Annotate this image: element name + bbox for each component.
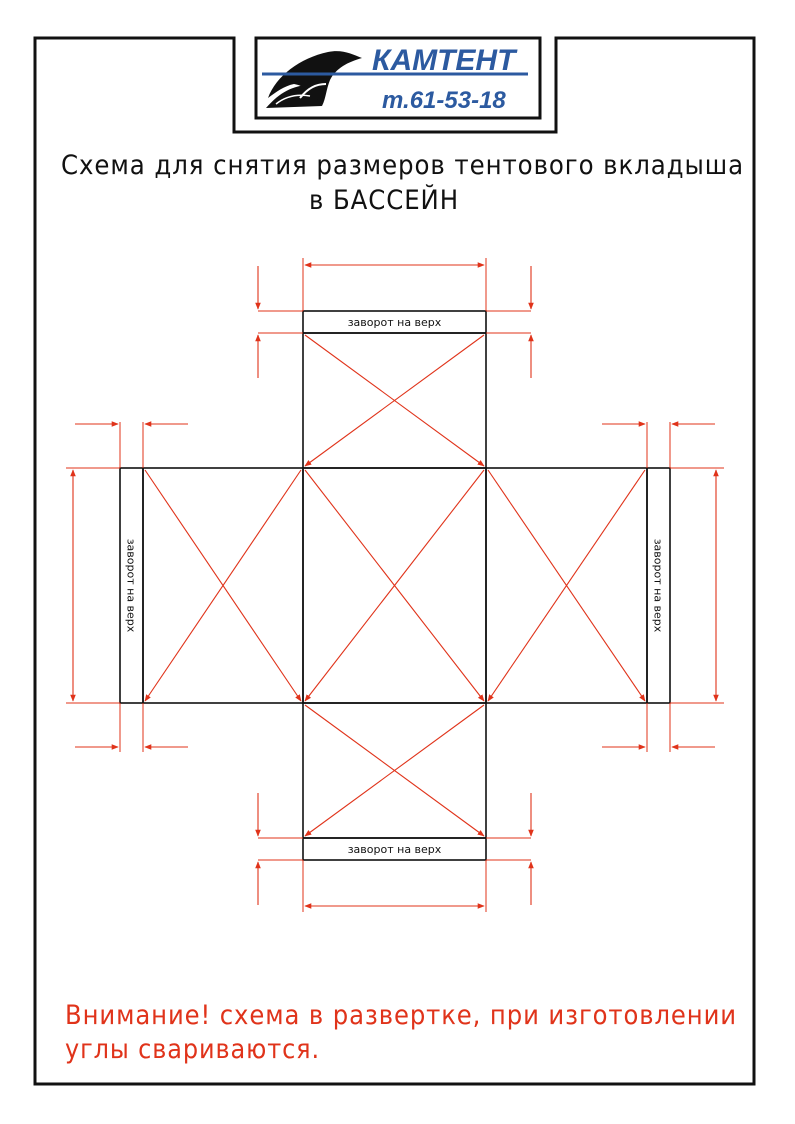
diagonals (145, 335, 645, 836)
flap-label-bottom: заворот на верх (347, 843, 442, 856)
flap-label-left: заворот на верх (124, 538, 138, 633)
phone-number: т.61-53-18 (382, 87, 506, 114)
title-line-2: в БАССЕЙН (309, 185, 475, 216)
title-line-1: Схема для снятия размеров тентового вкладыша (61, 150, 744, 181)
brand-name: КАМТЕНТ (372, 44, 516, 77)
warning-line-1: Внимание! схема в развертке, при изготовлении (65, 1000, 737, 1031)
warning-line-2: углы свариваются. (65, 1034, 320, 1065)
flap-label-right: заворот на верх (651, 538, 665, 633)
logo (256, 38, 540, 118)
flap-label-top: заворот на верх (347, 316, 442, 329)
